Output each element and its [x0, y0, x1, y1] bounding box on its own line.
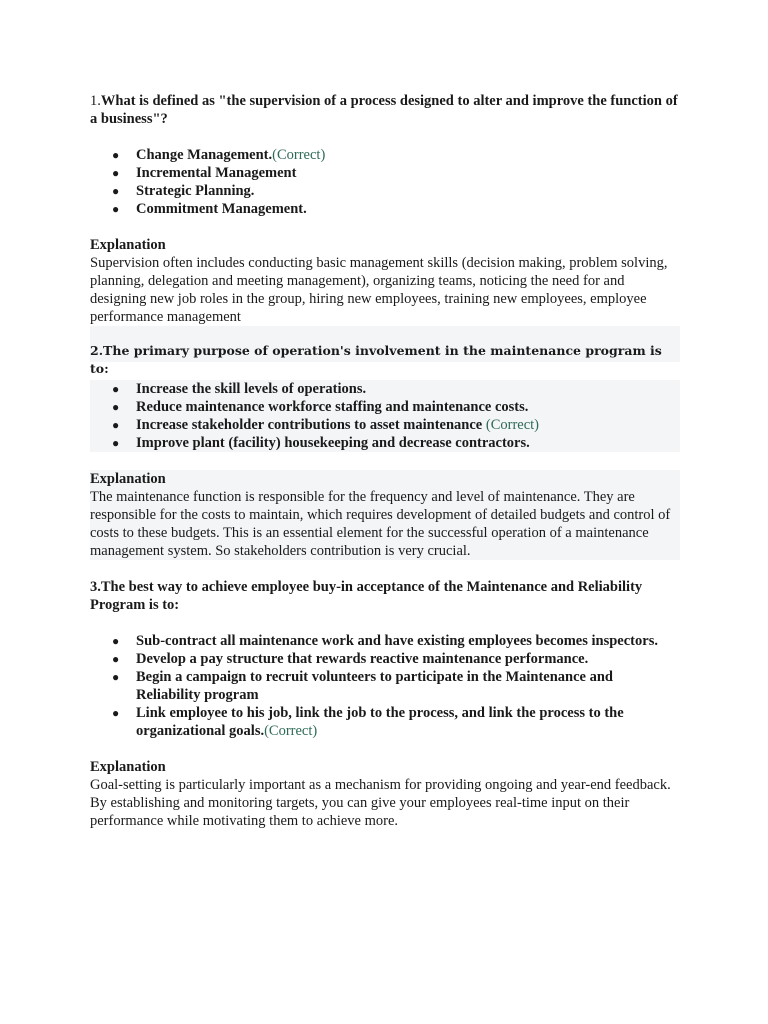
list-item [90, 434, 680, 452]
option-text: Strategic Planning. [136, 183, 255, 199]
explanation-2-text: The maintenance function is responsible for the frequency and level of maintenance. They are responsible for the costs to maintain, which requires development of detailed budgets and control of costs to these budgets. This is an essential element for the successful operation of a maintenance management system. So stakeholders contribution is very crucial. [90, 489, 671, 559]
option-text: Develop a pay structure that rewards reactive maintenance performance. [136, 651, 589, 667]
explanation-1-text: Supervision often includes conducting basic management skills (decision making, problem solving, planning, delegation and meeting management), organizing teams, noticing the need for and designing new job roles in the group, hiring new employees, training new employees, employee performance management [90, 255, 668, 325]
bullet-icon: ● [112, 382, 120, 396]
list-item [90, 704, 680, 740]
question-3: 3.The best way to achieve employee buy-in acceptance of the Maintenance and Reliability Program is to: [90, 579, 643, 613]
explanation-2-title: Explanation [90, 471, 166, 487]
list-item [90, 146, 680, 164]
correct-label: (Correct) [264, 723, 318, 739]
bullet-icon: ● [112, 670, 120, 684]
list-item [90, 668, 680, 704]
list-item [90, 164, 680, 182]
correct-label: (Correct) [485, 417, 540, 433]
option-text: Sub-contract all maintenance work and have existing employees becomes inspectors. [136, 633, 658, 649]
bullet-icon: ● [112, 706, 120, 720]
bullet-icon: ● [112, 148, 120, 162]
list-item [90, 632, 680, 650]
bullet-icon: ● [112, 436, 120, 450]
question-1-number: 1. [90, 93, 101, 109]
list-item [90, 200, 680, 218]
option-text: Commitment Management. [136, 201, 307, 217]
question-3-options [90, 632, 680, 740]
list-item [90, 380, 680, 398]
list-item [90, 182, 680, 200]
option-text: Change Management. [136, 147, 273, 163]
explanation-1-title: Explanation [90, 237, 166, 253]
question-2-options [90, 380, 680, 452]
list-item [90, 416, 680, 434]
option-text: Begin a campaign to recruit volunteers to participate in the Maintenance and Reliability program [136, 669, 613, 703]
bullet-icon: ● [112, 418, 120, 432]
option-text: Reduce maintenance workforce staffing and maintenance costs. [136, 399, 529, 415]
bullet-icon: ● [112, 166, 120, 180]
option-text: Improve plant (facility) housekeeping and decrease contractors. [136, 435, 530, 451]
bullet-icon: ● [112, 202, 120, 216]
option-text: Incremental Management [136, 165, 297, 181]
explanation-3-text: Goal-setting is particularly important as a mechanism for providing ongoing and year-end feedback. By establishing and monitoring targets, you can give your employees real-time input on their performance while motivating them to achieve more. [90, 777, 671, 829]
question-2: 2.The primary purpose of operation's involvement in the maintenance program is to: [90, 326, 680, 362]
bullet-icon: ● [112, 652, 120, 666]
question-1 [90, 92, 680, 128]
explanation-3-title: Explanation [90, 759, 166, 775]
list-item [90, 650, 680, 668]
option-text: Increase stakeholder contributions to asset maintenance [136, 417, 486, 433]
explanation-2-block [90, 470, 680, 560]
list-item [90, 398, 680, 416]
correct-label: (Correct) [272, 147, 326, 163]
option-text: Link employee to his job, link the job to the process, and link the process to the organizational goals. [136, 705, 624, 739]
document-page [90, 92, 680, 830]
bullet-icon: ● [112, 634, 120, 648]
question-1-text: What is defined as "the supervision of a process designed to alter and improve the function of a business"? [90, 93, 678, 127]
bullet-icon: ● [112, 400, 120, 414]
option-text: Increase the skill levels of operations. [136, 381, 367, 397]
bullet-icon: ● [112, 184, 120, 198]
question-1-options [90, 146, 680, 218]
